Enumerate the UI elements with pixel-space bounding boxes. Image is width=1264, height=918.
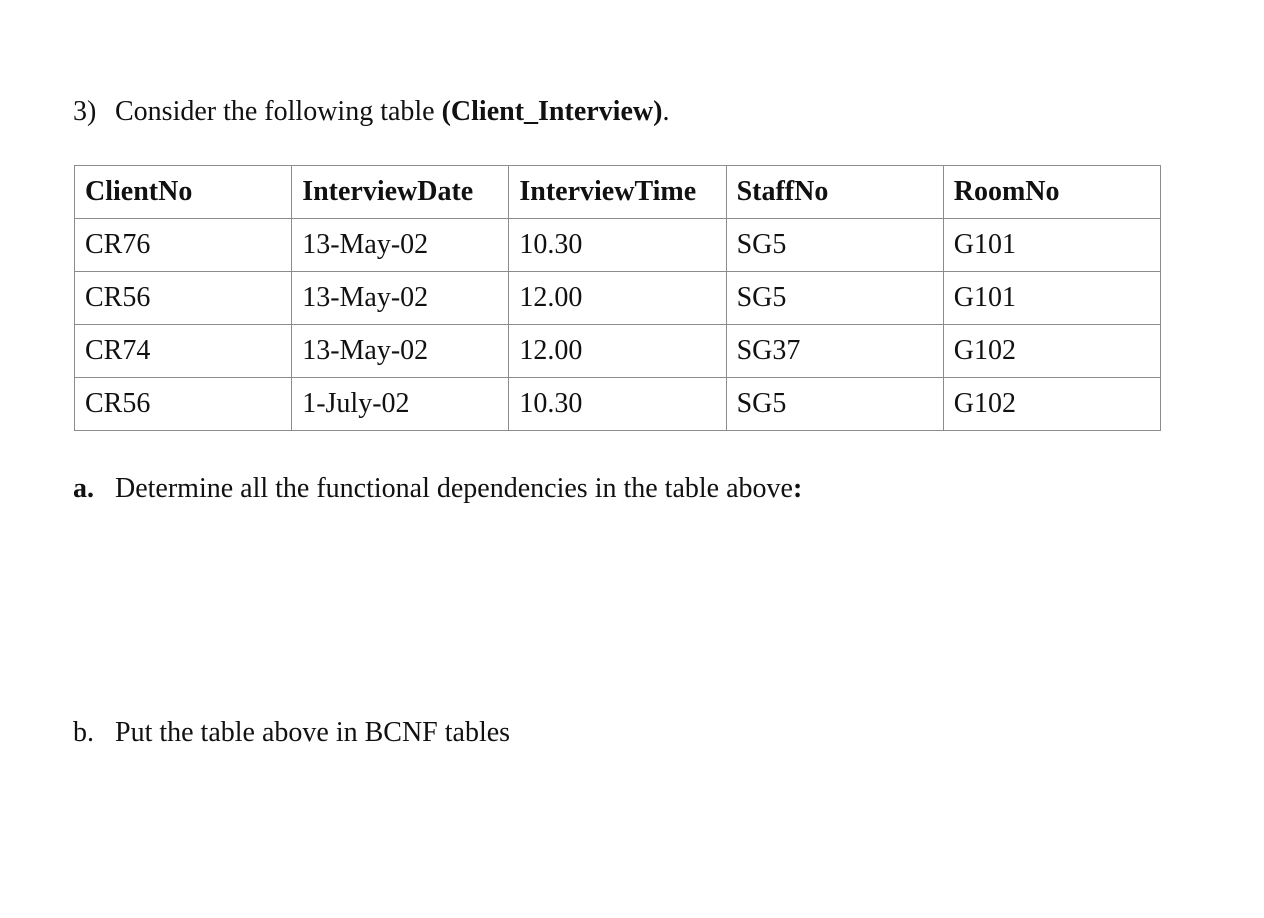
header-roomno: RoomNo <box>943 166 1160 219</box>
question-text-after: . <box>662 96 670 127</box>
table-cell: 13-May-02 <box>292 219 509 272</box>
part-a-text: Determine all the functional dependencies in the table above <box>115 473 793 504</box>
header-staffno: StaffNo <box>726 166 943 219</box>
part-a-label: a. <box>73 473 94 504</box>
question-number: 3) <box>73 96 97 127</box>
question-text <box>115 95 669 129</box>
table-cell: 13-May-02 <box>292 325 509 378</box>
part-a-colon: : <box>792 473 803 504</box>
table-cell: 10.30 <box>509 378 726 431</box>
table-row <box>75 219 1161 272</box>
table-cell: SG37 <box>726 325 943 378</box>
table-cell: 10.30 <box>509 219 726 272</box>
header-interviewtime: InterviewTime <box>509 166 726 219</box>
table-cell: G102 <box>943 378 1160 431</box>
table-cell: SG5 <box>726 272 943 325</box>
table-row <box>75 272 1161 325</box>
table-cell: CR56 <box>75 378 292 431</box>
table-cell: CR56 <box>75 272 292 325</box>
table-cell: 1-July-02 <box>292 378 509 431</box>
table-name: (Client_Interview) <box>441 96 663 127</box>
table-cell: SG5 <box>726 219 943 272</box>
table-header-row <box>75 166 1161 219</box>
part-b-text: Put the table above in BCNF tables <box>115 717 511 748</box>
header-interviewdate: InterviewDate <box>292 166 509 219</box>
table-cell: CR76 <box>75 219 292 272</box>
table-cell: 13-May-02 <box>292 272 509 325</box>
question-text-before: Consider the following table <box>115 96 442 127</box>
table-row <box>75 325 1161 378</box>
table-cell: 12.00 <box>509 272 726 325</box>
part-a-text-wrap <box>115 472 802 506</box>
table-row <box>75 378 1161 431</box>
table-cell: G101 <box>943 272 1160 325</box>
client-interview-table <box>74 165 1161 431</box>
header-clientno: ClientNo <box>75 166 292 219</box>
table-cell: SG5 <box>726 378 943 431</box>
table-cell: 12.00 <box>509 325 726 378</box>
part-b-label: b. <box>73 717 94 748</box>
table-cell: CR74 <box>75 325 292 378</box>
table-cell: G101 <box>943 219 1160 272</box>
table-cell: G102 <box>943 325 1160 378</box>
